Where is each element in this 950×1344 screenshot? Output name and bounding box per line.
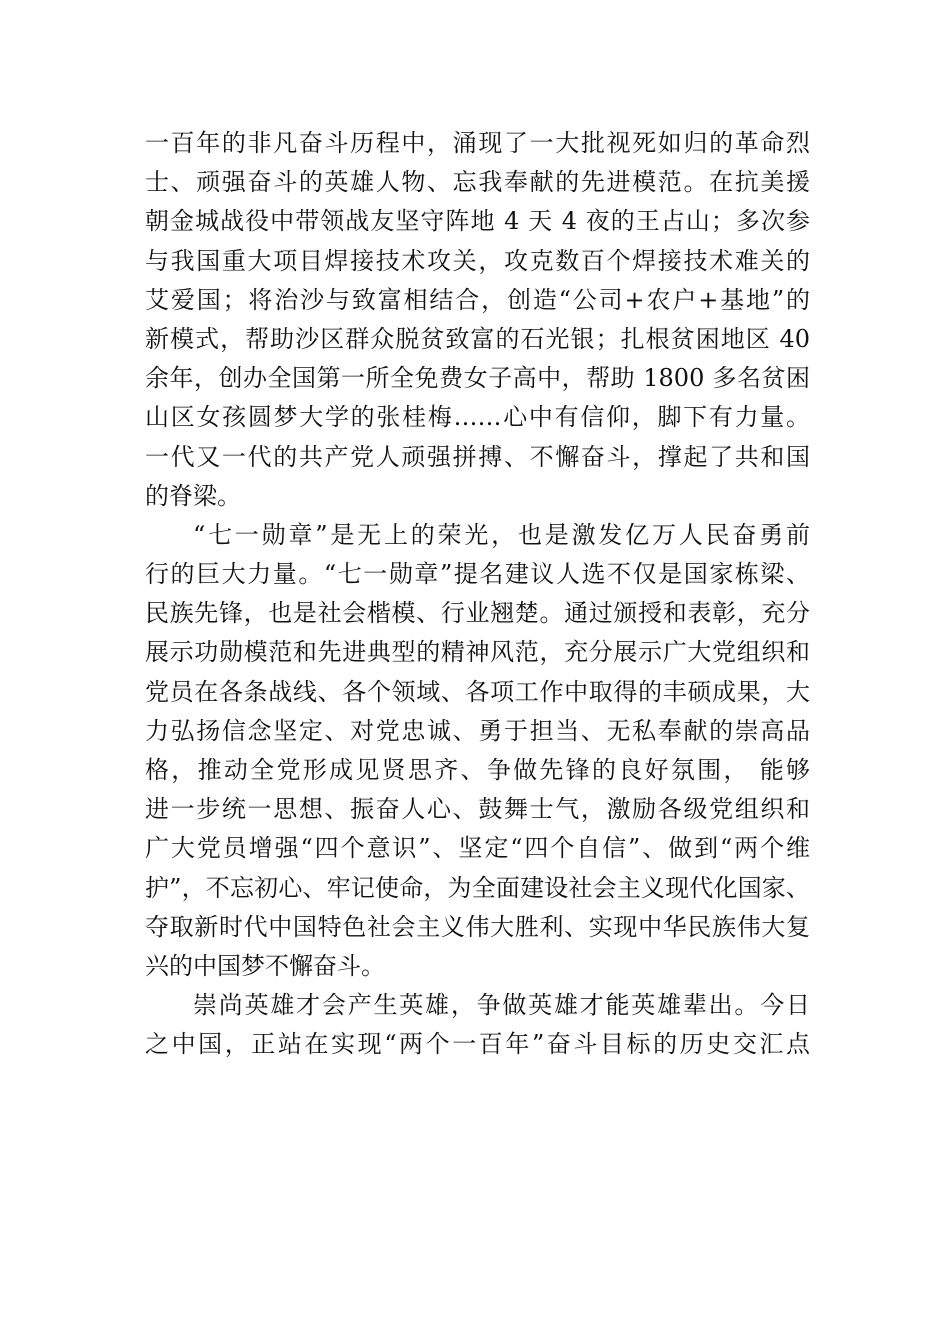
text-line: 党员在各条战线、各个领域、各项工作中取得的丰硕成果，大 [145,677,810,706]
text-line: 护”，不忘初心、牢记使命，为全面建设社会主义现代化国家、 [145,873,810,902]
paragraph-3 [145,986,810,1064]
text-line: 行的巨大力量。“七一勋章”提名建议人选不仅是国家栋梁、 [145,560,810,589]
paragraph-2 [145,516,810,986]
paragraph-1 [145,124,810,516]
text-line: 进一步统一思想、振奋人心、鼓舞士气，激励各级党组织和 [145,795,810,824]
text-line: 格，推动全党形成见贤思齐、争做先锋的良好氛围， 能够 [145,756,810,784]
text-line: 兴的中国梦不懈奋斗。 [145,951,385,980]
text-line: 山区女孩圆梦大学的张桂梅……心中有信仰，脚下有力量。 [145,403,810,432]
text-line: “七一勋章”是无上的荣光，也是激发亿万人民奋勇前 [193,520,810,549]
text-line: 的脊梁。 [145,481,241,510]
text-line: 力弘扬信念坚定、对党忠诚、勇于担当、无私奉献的崇高品 [145,716,810,745]
text-line: 余年，创办全国第一所全免费女子高中，帮助 1800 多名贫困 [145,364,810,393]
text-line: 展示功勋模范和先进典型的精神风范，充分展示广大党组织和 [145,638,810,667]
text-line: 一代又一代的共产党人顽强拼搏、不懈奋斗，撑起了共和国 [145,442,810,471]
text-line: 艾爱国；将治沙与致富相结合，创造“公司+农户+基地”的 [145,285,810,314]
text-line: 新模式，帮助沙区群众脱贫致富的石光银；扎根贫困地区 40 [145,324,810,353]
body-text [145,124,810,1065]
text-line: 一百年的非凡奋斗历程中，涌现了一大批视死如归的革命烈 [145,129,810,157]
text-line: 崇尚英雄才会产生英雄，争做英雄才能英雄辈出。今日 [193,991,810,1020]
text-line: 夺取新时代中国特色社会主义伟大胜利、实现中华民族伟大复 [145,912,810,941]
text-line: 之中国，正站在实现“两个一百年”奋斗目标的历史交汇点 [145,1030,810,1059]
text-line: 朝金城战役中带领战友坚守阵地 4 天 4 夜的王占山；多次参 [145,207,810,236]
text-line: 广大党员增强“四个意识”、坚定“四个自信”、做到“两个维 [145,834,810,863]
text-line: 士、顽强奋斗的英雄人物、忘我奉献的先进模范。在抗美援 [145,168,810,197]
text-line: 与我国重大项目焊接技术攻关，攻克数百个焊接技术难关的 [145,246,810,275]
text-line: 民族先锋，也是社会楷模、行业翘楚。通过颁授和表彰，充分 [145,599,810,628]
